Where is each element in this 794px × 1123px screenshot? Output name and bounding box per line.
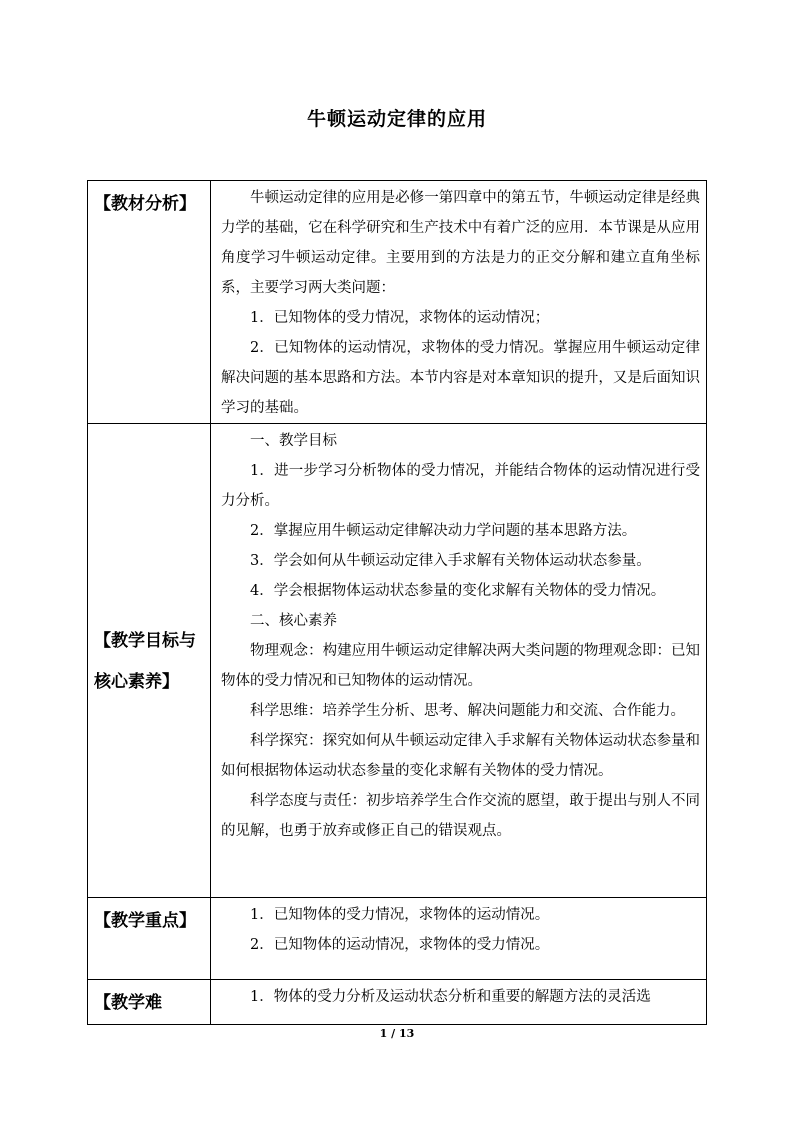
paragraph: 1．已知物体的受力情况，求物体的运动情况。 xyxy=(250,907,550,923)
table-row-teaching-focus xyxy=(88,898,707,980)
paragraph: 二、核心素养 xyxy=(250,613,337,629)
paragraph: 科学态度与责任：初步培养学生合作交流的愿望，敢于提出与别人不同的见解，也勇于放弃或修正自己的错误观点。 xyxy=(221,793,700,839)
row-label: 【教材分析】 xyxy=(88,181,211,424)
row-label: 【教学目标与核心素养】 xyxy=(88,424,211,898)
paragraph: 1．已知物体的受力情况，求物体的运动情况； xyxy=(250,310,550,326)
paragraph: 3．学会如何从牛顿运动定律入手求解有关物体运动状态参量。 xyxy=(250,553,651,569)
table-row-teaching-difficulty xyxy=(88,980,707,1025)
paragraph: 2．已知物体的运动情况，求物体的受力情况。掌握应用牛顿运动定律解决问题的基本思路和方法。本节内容是对本章知识的提升，又是后面知识学习的基础。 xyxy=(221,340,700,416)
table-row-textbook-analysis xyxy=(88,181,707,424)
paragraph: 1．进一步学习分析物体的受力情况，并能结合物体的运动情况进行受力分析。 xyxy=(221,463,700,509)
paragraph: 牛顿运动定律的应用是必修一第四章中的第五节，牛顿运动定律是经典力学的基础，它在科学研究和生产技术中有着广泛的应用．本节课是从应用角度学习牛顿运动定律。主要用到的方法是力的正交分解和建立直角坐标系，主要学习两大类问题： xyxy=(221,190,700,296)
table-row-teaching-objectives xyxy=(88,424,707,898)
paragraph: 一、教学目标 xyxy=(250,433,337,449)
row-content xyxy=(211,424,707,898)
paragraph: 4．学会根据物体运动状态参量的变化求解有关物体的受力情况。 xyxy=(250,583,666,599)
row-label: 【教学难 xyxy=(88,980,211,1025)
document-title: 牛顿运动定律的应用 xyxy=(306,108,487,130)
row-label: 【教学重点】 xyxy=(88,898,211,980)
paragraph: 1．物体的受力分析及运动状态分析和重要的解题方法的灵活选 xyxy=(250,989,651,1005)
row-content xyxy=(211,181,707,424)
paragraph: 2．掌握应用牛顿运动定律解决动力学问题的基本思路方法。 xyxy=(250,523,637,539)
paragraph: 科学思维：培养学生分析、思考、解决问题能力和交流、合作能力。 xyxy=(250,703,685,719)
paragraph: 物理观念：构建应用牛顿运动定律解决两大类问题的物理观念即：已知物体的受力情况和已知物体的运动情况。 xyxy=(221,643,700,689)
paragraph: 2．已知物体的运动情况，求物体的受力情况。 xyxy=(250,937,550,953)
row-content xyxy=(211,980,707,1025)
page-number: 1 / 13 xyxy=(379,1027,415,1040)
paragraph: 科学探究：探究如何从牛顿运动定律入手求解有关物体运动状态参量和如何根据物体运动状态参量的变化求解有关物体的受力情况。 xyxy=(221,733,700,779)
row-content xyxy=(211,898,707,980)
lesson-plan-table xyxy=(87,180,707,1025)
